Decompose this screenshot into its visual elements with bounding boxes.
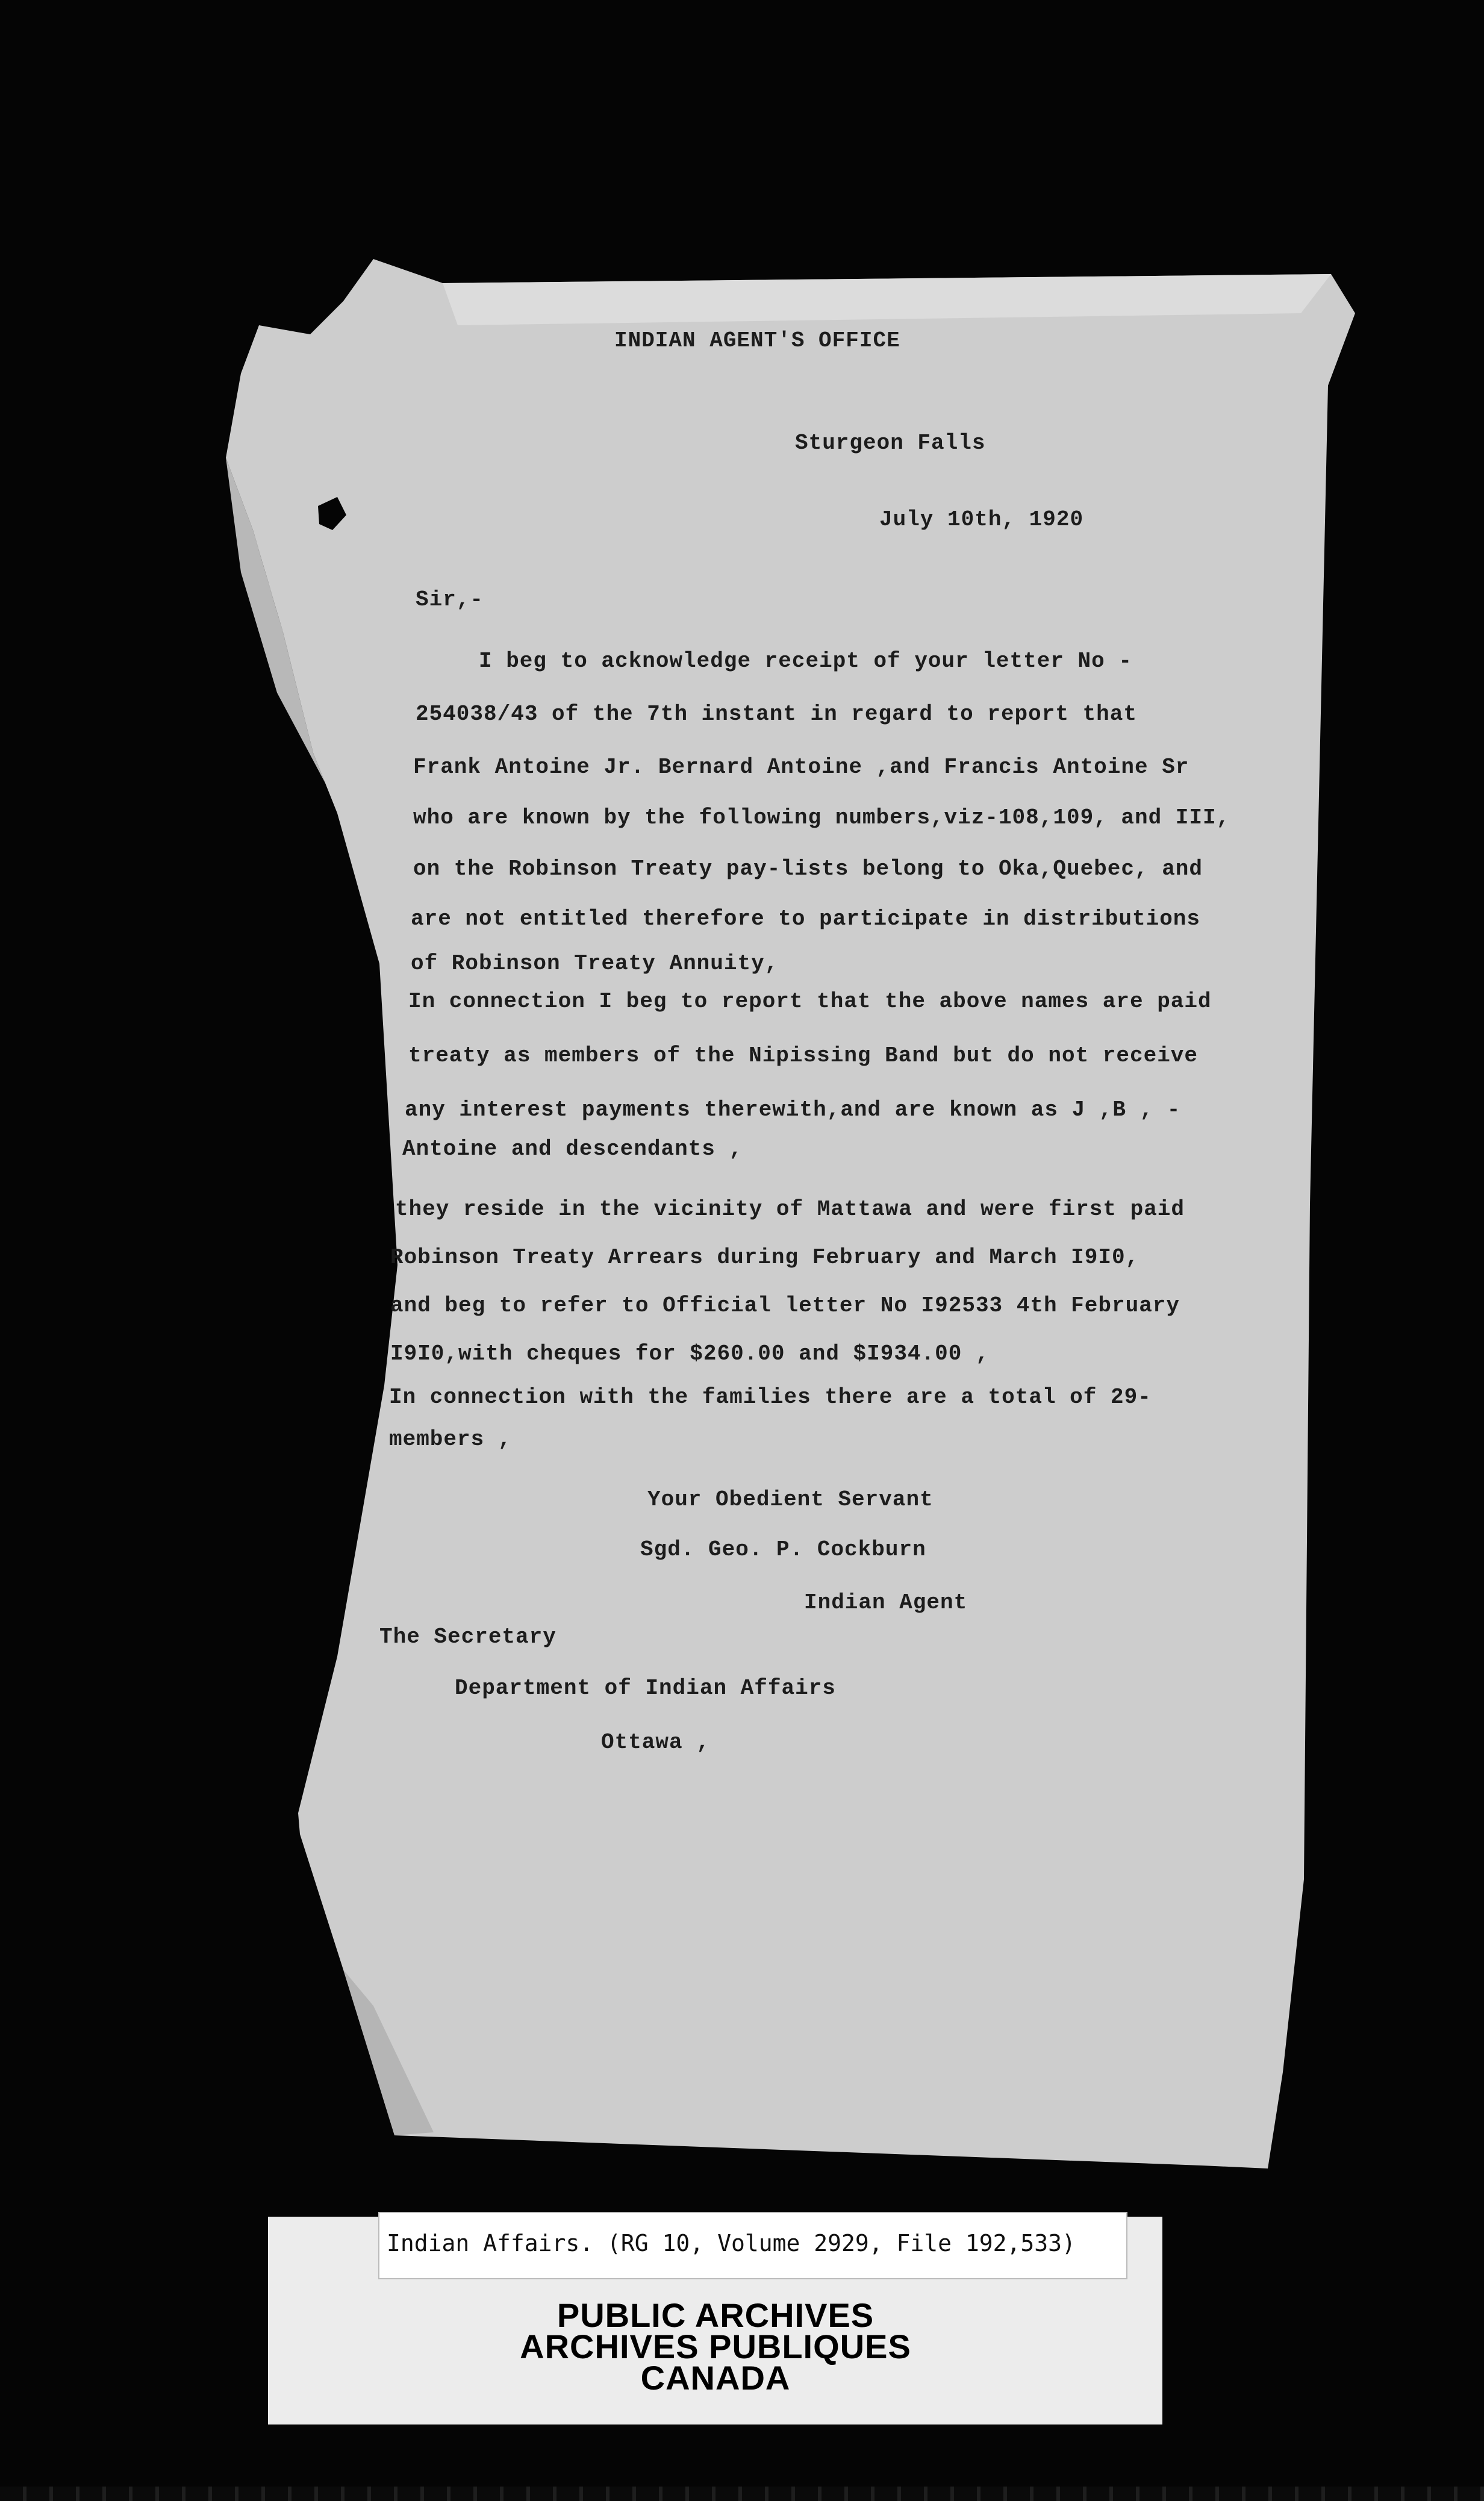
body-line: Antoine and descendants , xyxy=(402,1137,743,1161)
stamp-line-country: CANADA xyxy=(640,2359,791,2397)
body-line: I beg to acknowledge receipt of your letter No - xyxy=(479,649,1132,673)
archive-stamp xyxy=(318,2296,1113,2397)
letter-place: Sturgeon Falls xyxy=(795,431,986,455)
body-line: any interest payments therewith,and are known as J ,B , - xyxy=(405,1098,1181,1122)
letter-date: July 10th, 1920 xyxy=(879,507,1084,532)
body-line: they reside in the vicinity of Mattawa and were first paid xyxy=(395,1197,1185,1222)
body-line: treaty as members of the Nipissing Band but do not receive xyxy=(408,1043,1199,1068)
addressee-department: Department of Indian Affairs xyxy=(455,1676,836,1700)
body-line: who are known by the following numbers,viz-108,109, and III, xyxy=(413,805,1230,830)
body-line: of Robinson Treaty Annuity, xyxy=(411,951,779,976)
body-line: In connection with the families there are a total of 29- xyxy=(389,1385,1152,1410)
body-line: In connection I beg to report that the above names are paid xyxy=(408,989,1212,1014)
body-line: 254038/43 of the 7th instant in regard to report that xyxy=(416,702,1137,726)
body-line: on the Robinson Treaty pay-lists belong to Oka,Quebec, and xyxy=(413,857,1203,881)
film-strip-edge xyxy=(0,2487,1484,2501)
body-line: are not entitled therefore to participate in distributions xyxy=(411,907,1201,931)
closing-signature: Sgd. Geo. P. Cockburn xyxy=(640,1537,926,1562)
addressee-city: Ottawa , xyxy=(601,1730,710,1755)
body-line: I9I0,with cheques for $260.00 and $I934.00 , xyxy=(390,1341,990,1366)
archive-label-card xyxy=(378,2212,1127,2279)
body-line: and beg to refer to Official letter No I92533 4th February xyxy=(390,1293,1180,1318)
salutation: Sir,- xyxy=(416,587,484,612)
addressee-name: The Secretary xyxy=(379,1625,556,1649)
body-line: members , xyxy=(389,1427,512,1452)
body-line: Robinson Treaty Arrears during February and March I9I0, xyxy=(390,1245,1140,1270)
stamp-line-english: PUBLIC ARCHIVES xyxy=(556,2296,874,2334)
closing-title: Indian Agent xyxy=(804,1590,968,1615)
archive-caption: Indian Affairs. (RG 10, Volume 2929, File 192,533) xyxy=(387,2230,1076,2256)
stamp-line-french: ARCHIVES PUBLIQUES xyxy=(520,2328,911,2365)
body-line: Frank Antoine Jr. Bernard Antoine ,and Francis Antoine Sr xyxy=(413,755,1189,779)
letter-heading: INDIAN AGENT'S OFFICE xyxy=(614,328,900,353)
closing-complimentary: Your Obedient Servant xyxy=(647,1487,934,1512)
